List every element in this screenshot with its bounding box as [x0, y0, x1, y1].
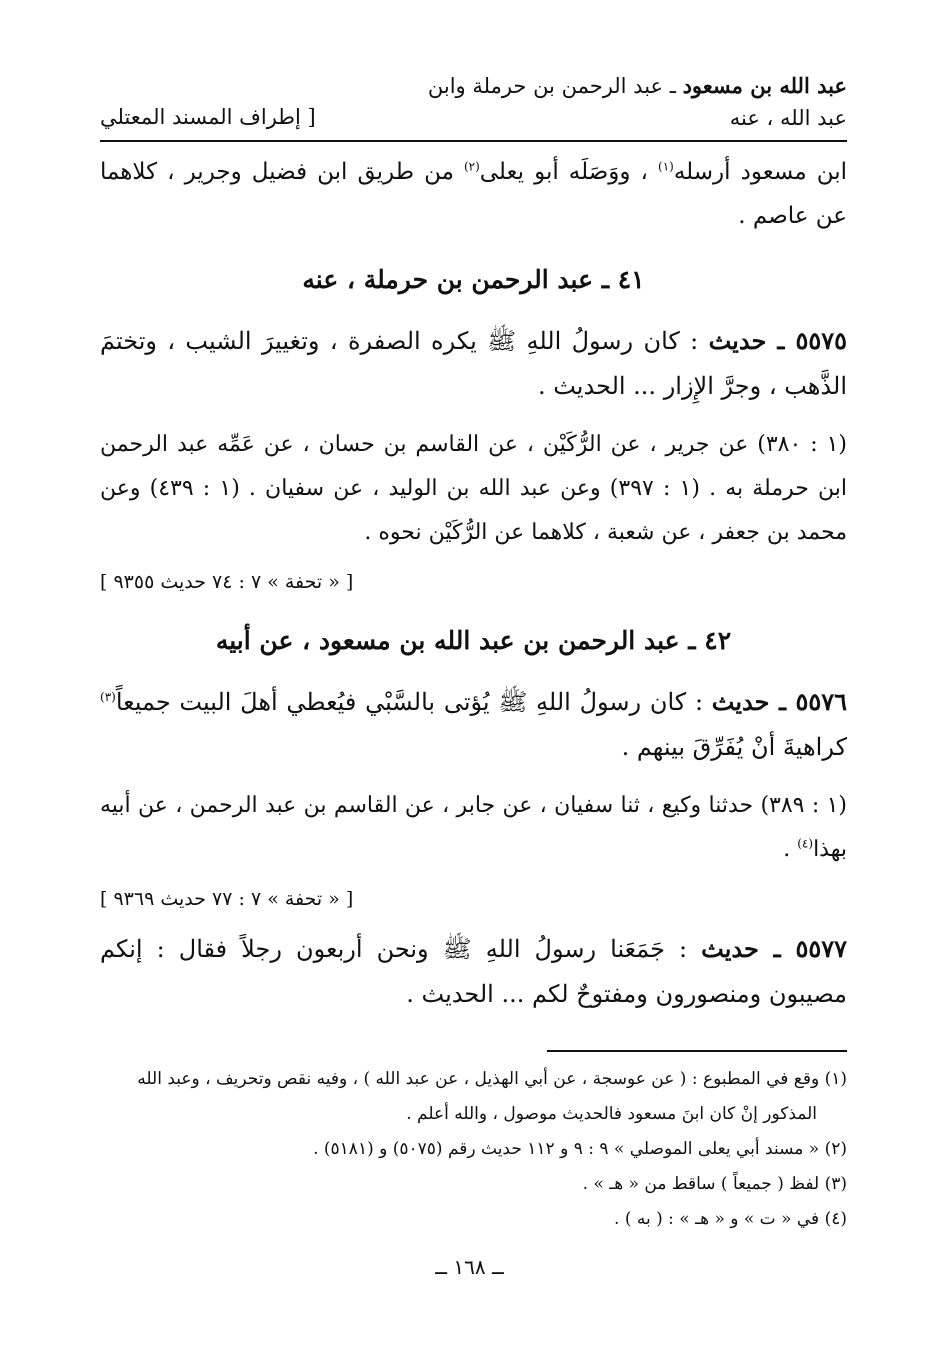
isnad-5575: (١ : ٣٨٠) عن جرير ، عن الرُّكَيْن ، عن القاسم بن حسان ، عن عَمِّه عبد الرحمن ابن حرملة به . (١ : ٣٩٧) وعن عبد الله بن الوليد ، عن سفيان . (١ : ٤٣٩) وعن محمد بن جعفر ، عن شعبة ، كلاهما عن الرُّكَيْن نحوه . — [100, 432, 847, 545]
footnote-ref-2: (٢) — [463, 159, 480, 174]
footnote-ref-1: (١) — [658, 159, 674, 174]
intro-text-2: ، ووَصَلَه أبو يعلى — [479, 159, 659, 185]
header-chapter — [428, 70, 847, 134]
footnote-2: (٢) « مسند أبي يعلى الموصلي » ٩ : ٩ و ١١٢ حديث رقم (٥٠٧٥) و (٥١٨١) . — [313, 1139, 847, 1159]
section-title-42: ٤٢ ـ عبد الرحمن بن عبد الله بن مسعود ، عن أبيه — [215, 626, 732, 655]
tuhfa-reference-5576 — [100, 882, 847, 916]
hadith-5576 — [100, 679, 847, 770]
intro-paragraph — [100, 150, 847, 238]
footnote-1: (١) وقع في المطبوع : ( عن عوسجة ، عن أبي الهذيل ، عن عبد الله ) ، وفيه نقص وتحريف ، وعبد الله — [137, 1069, 847, 1089]
hadith-5575 — [100, 318, 847, 409]
header-line-1 — [428, 70, 847, 102]
hadith-text: : كان رسولُ اللهِ ﷺ يكره الصفرة ، وتغييرَ الشيب ، وتختمَ الذَّهب ، وجرَّ الإِزار ... الحديث . — [100, 327, 847, 400]
isnad-5576 — [100, 784, 847, 872]
hadith-label: ـ حديث — [711, 687, 796, 716]
header-line-1-rest: ـ عبد الرحمن بن حرملة وابن — [427, 74, 683, 98]
intro-text-1: ابن مسعود أرسله — [673, 159, 847, 185]
hadith-text-a: : كان رسولُ اللهِ ﷺ يُؤتى بالسَّبْي فيُعطي أهلَ البيت جميعاً — [115, 688, 712, 716]
hadith-text: : جَمَعَنا رسولُ اللهِ ﷺ ونحن أربعون رجلاً فقال : إنكم مصيبون ومنصورون ومفتوحٌ لكم ... الحديث . — [100, 935, 847, 1008]
footnote-3: (٣) لفظ ( جميعاً ) ساقط من « هـ » . — [582, 1174, 847, 1194]
header-book-title: [ إطراف المسند المعتلي — [100, 105, 316, 129]
hadith-number: ٥٥٧٧ — [795, 934, 848, 963]
hadith-text-b: كراهيةَ أنْ يُفَرِّقَ بينهم . — [621, 733, 847, 761]
isnad-text-a: (١ : ٣٨٩) حدثنا وكيع ، ثنا سفيان ، عن جابر ، عن القاسم بن عبد الرحمن ، عن أبيه بهذا — [100, 793, 848, 862]
running-header — [100, 70, 847, 132]
tuhfa-text: [ « تحفة » ٧ : ٧٤ حديث ٩٣٥٥ ] — [100, 571, 354, 593]
header-line-2: عبد الله ، عنه — [729, 106, 847, 130]
section-title-41: ٤١ ـ عبد الرحمن بن حرملة ، عنه — [302, 265, 645, 294]
hadith-number: ٥٥٧٥ — [795, 326, 847, 355]
footnote-ref-3: (٣) — [100, 690, 116, 704]
hadith-label: ـ حديث — [708, 326, 796, 355]
tuhfa-reference-5575 — [100, 565, 847, 599]
footnote-1-continued: المذكور إنْ كان ابنَ مسعود فالحديث موصول ، والله أعلم . — [406, 1104, 817, 1124]
isnad-text-b: . — [783, 837, 798, 862]
page-number: ــ ١٦٨ ــ — [435, 1255, 504, 1279]
footnote-ref-4: (٤) — [797, 836, 814, 851]
page-body — [100, 150, 847, 1017]
tuhfa-text: [ « تحفة » ٧ : ٧٧ حديث ٩٣٦٩ ] — [100, 888, 354, 910]
footnote-4: (٤) في « ت » و « هـ » : ( به ) . — [614, 1209, 847, 1229]
footnote-rule — [547, 1050, 847, 1052]
hadith-number: ٥٥٧٦ — [795, 687, 847, 716]
header-rule — [100, 140, 847, 142]
hadith-5577 — [100, 926, 847, 1017]
header-bold-name: عبد الله بن مسعود — [682, 73, 847, 98]
intro-text-3: من طريق ابن فضيل وجرير ، كلاهما عن عاصم . — [100, 159, 847, 229]
hadith-label: ـ حديث — [701, 934, 796, 963]
footnotes — [100, 1062, 847, 1237]
